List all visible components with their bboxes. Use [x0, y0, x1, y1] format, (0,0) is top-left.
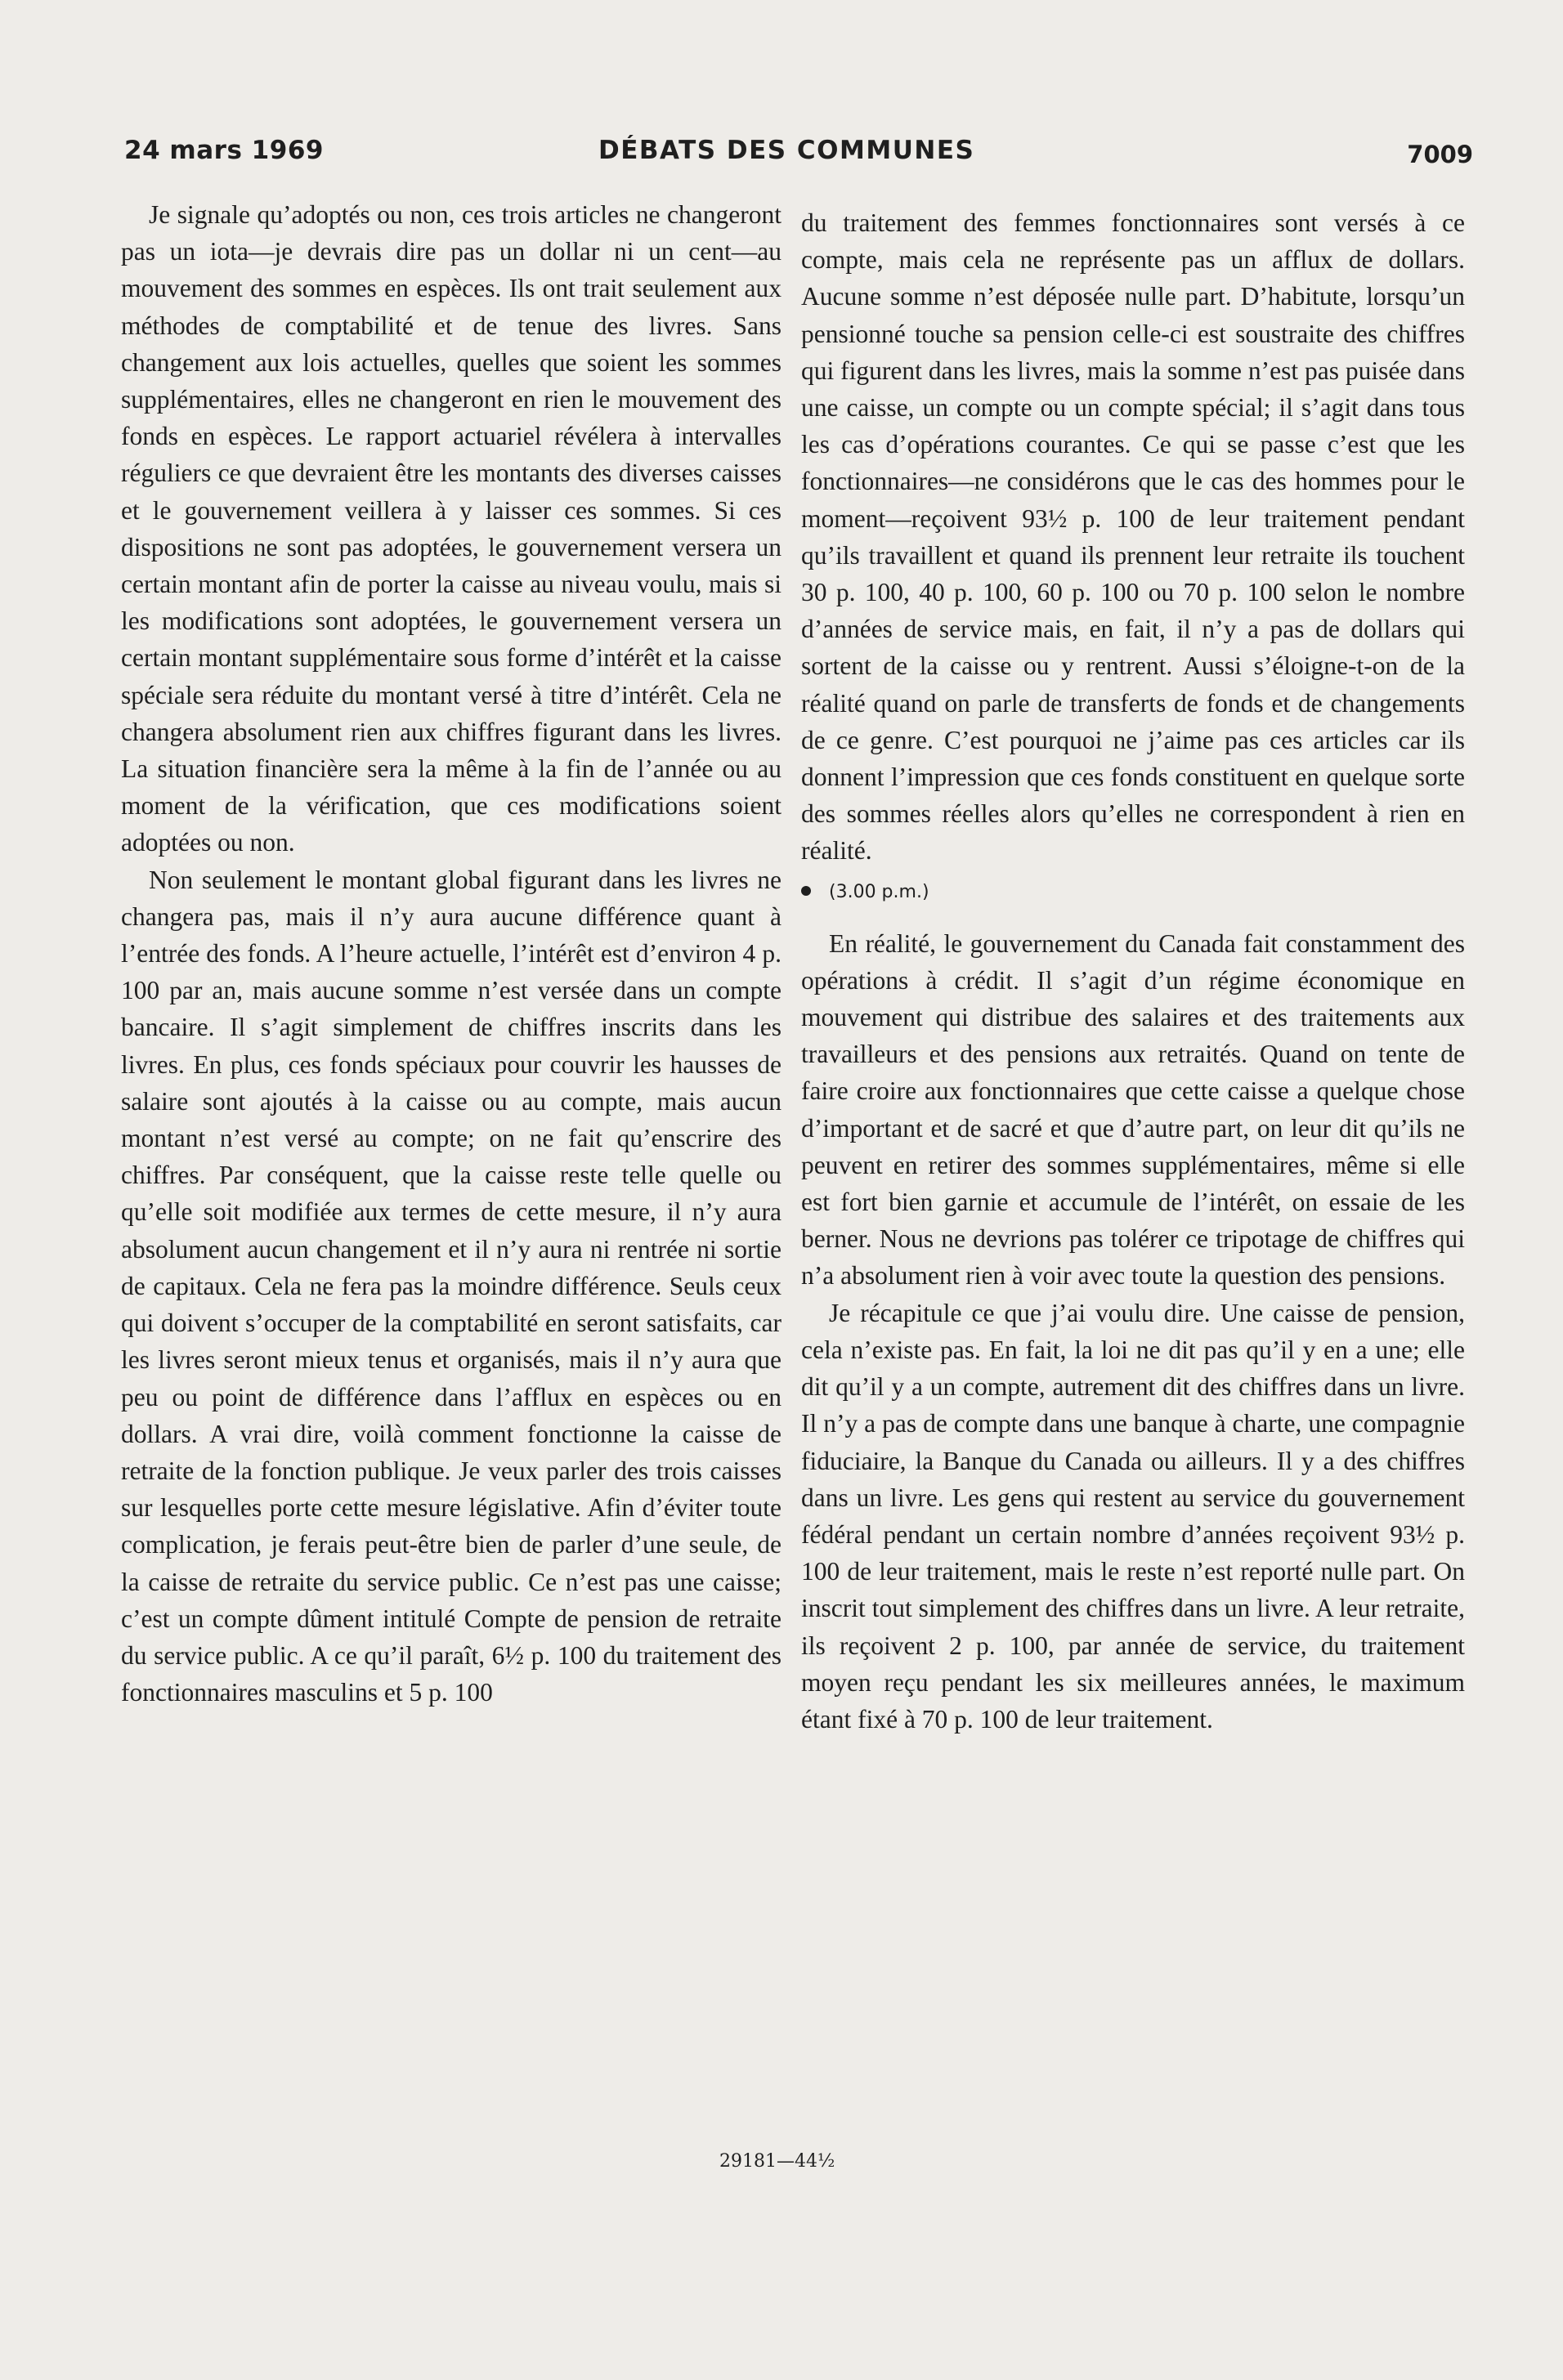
right-column — [801, 204, 1465, 1738]
header-journal-title: DÉBATS DES COMMUNES — [598, 136, 975, 165]
right-paragraph-2: En réalité, le gouvernement du Canada fait constamment des opérations à crédit. Il s’agit d’un régime économique en mouvement qui distribue des salaires et des traitements aux travailleurs et des pensions aux retraités. Quand on tente de faire croire aux fonctionnaires que cette caisse a quelque chose d’important et de sacré et que d’autre part, on leur dit qu’ils ne peuvent en retirer des sommes supplémentaires, même si elle est fort bien garnie et accumule de l’intérêt, on essaie de les berner. Nous ne devrions pas tolérer ce tripotage de chiffres qui n’a absolument rien à voir avec toute la question des pensions. — [801, 928, 1465, 1291]
timestamp-marker — [801, 876, 1465, 909]
left-paragraph-2: Non seulement le montant global figurant dans les livres ne changera pas, mais il n’y aura aucune différence quant à l’entrée des fonds. A l’heure actuelle, l’intérêt est d’environ 4 p. 100 par an, mais aucune somme n’est versée dans un compte bancaire. Il s’agit simplement de chiffres inscrits dans les livres. En plus, ces fonds spéciaux pour couvrir les hausses de salaire sont ajoutés à la caisse ou au compte, mais aucun montant n’est versé au compte; on ne fait qu’enscrire des chiffres. Par conséquent, que la caisse reste telle quelle ou qu’elle soit modifiée aux termes de cette mesure, il n’y aura absolument aucun changement et il n’y aura ni rentrée ni sortie de capitaux. Cela ne fera pas la moindre différence. Seuls ceux qui doivent s’occuper de la comptabilité en seront satisfaits, car les livres seront mieux tenus et organisés, mais il n’y aura que peu ou point de différence dans l’afflux en espèces ou en dollars. A vrai dire, voilà comment fonctionne la caisse de retraite de la fonction publique. Je veux parler des trois caisses sur lesquelles porte cette mesure législative. Afin d’éviter toute complication, je ferais peut-être bien de parler d’une seule, de la caisse de retraite du service public. Ce n’est pas une caisse; c’est un compte dûment intitulé Compte de pension de retraite du service public. A ce qu’il paraît, 6½ p. 100 du traitement des fonctionnaires masculins et 5 p. 100 — [121, 865, 782, 1707]
left-paragraph-1: Je signale qu’adoptés ou non, ces trois articles ne changeront pas un iota—je devrais dire pas un dollar ni un cent—au mouvement des sommes en espèces. Ils ont trait seulement aux méthodes de comptabilité et de tenue des livres. Sans changement aux lois actuelles, quelles que soient les sommes supplémentaires, elles ne changeront en rien le mouvement des fonds en espèces. Le rapport actuariel révélera à intervalles réguliers ce que devraient être les montants des diverses caisses et le gouvernement veillera à y laisser ces sommes. Si ces dispositions ne sont pas adoptées, le gouvernement versera un certain montant afin de porter la caisse au niveau voulu, mais si les modifications sont adoptées, le gouvernement versera un certain montant supplémentaire sous forme d’intérêt et la caisse spéciale sera réduite du montant versé à titre d’intérêt. Cela ne changera absolument rien aux chiffres figurant dans les livres. La situation financière sera la même à la fin de l’année ou au moment de la vérification, que ces modifications soient adoptées ou non. — [121, 200, 782, 857]
right-paragraph-3: Je récapitule ce que j’ai voulu dire. Une caisse de pension, cela n’existe pas. En fait, la loi ne dit pas qu’il y en a une; elle dit qu’il y a un compte, autrement dit des chiffres dans un livre. Il n’y a pas de compte dans une banque à charte, une compagnie fiduciaire, la Banque du Canada ou ailleurs. Il y a des chiffres dans un livre. Les gens qui restent au service du gouvernement fédéral pendant un certain nombre d’années reçoivent 93½ p. 100 de leur traitement, mais le reste n’est reporté nulle part. On inscrit tout simplement des chiffres dans un livre. A leur retraite, ils reçoivent 2 p. 100, par année de service, du traitement moyen reçu pendant les six meilleures années, le maximum étant fixé à 70 p. 100 de leur traitement. — [801, 1298, 1465, 1734]
header-date: 24 mars 1969 — [124, 136, 324, 165]
bullet-icon — [801, 886, 811, 896]
page-header — [124, 131, 1473, 172]
header-page-number: 7009 — [1407, 141, 1473, 168]
timestamp-text: (3.00 p.m.) — [829, 881, 929, 902]
left-column — [121, 196, 782, 1711]
footer-printer-code: 29181—44½ — [719, 2151, 835, 2172]
right-paragraph-1: du traitement des femmes fonctionnaires sont versés à ce compte, mais cela ne représente pas un afflux de dollars. Aucune somme n’est déposée nulle part. D’habitute, lorsqu’un pensionné touche sa pension celle-ci est soustraite des chiffres qui figurent dans les livres, mais la somme n’est pas puisée dans une caisse, un compte ou un compte spécial; il s’agit dans tous les cas d’opérations courantes. Ce qui se passe c’est que les fonctionnaires—ne considérons que le cas des hommes pour le moment—reçoivent 93½ p. 100 de leur traitement pendant qu’ils travaillent et quand ils prennent leur retraite ils touchent 30 p. 100, 40 p. 100, 60 p. 100 ou 70 p. 100 selon le nombre d’années de service mais, en fait, il n’y a pas de dollars qui sortent de la caisse ou y rentrent. Aussi s’éloigne-t-on de la réalité quand on parle de transferts de fonds et de changements de ce genre. C’est pourquoi ne j’aime pas ces articles car ils donnent l’impression que ces fonds constituent en quelque sorte des sommes réelles alors qu’elles ne correspondent à rien en réalité. — [801, 208, 1465, 866]
